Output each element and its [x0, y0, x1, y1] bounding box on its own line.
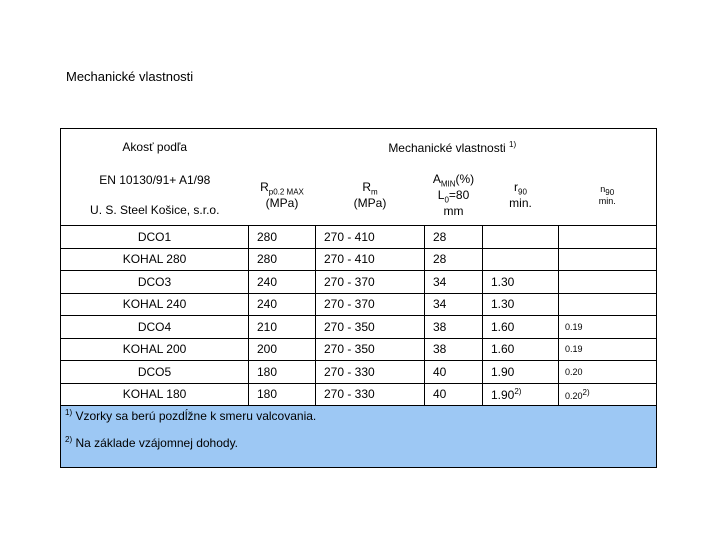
- mechanical-properties-table: [60, 128, 657, 468]
- rp-cell: 180: [249, 361, 316, 384]
- r90-min: min.: [509, 196, 532, 211]
- grade-cell: KOHAL 180: [61, 383, 249, 406]
- rm-cell: 270 - 330: [316, 361, 425, 384]
- table-row: [61, 383, 657, 406]
- n90-cell: 0.20: [559, 361, 657, 384]
- rp-symbol: R: [260, 179, 269, 194]
- footnote-1: [65, 408, 656, 423]
- rm-symbol: R: [362, 179, 371, 194]
- group-label: Mechanické vlastnosti: [388, 140, 506, 155]
- footnote-2: [65, 435, 656, 450]
- r90-cell: 1.60: [483, 316, 559, 339]
- standard-label: EN 10130/91+ A1/98: [99, 173, 211, 187]
- a-unit: mm: [443, 204, 464, 219]
- group-footnote-mark: 1): [509, 139, 517, 149]
- rm-cell: 270 - 410: [316, 248, 425, 271]
- r90-cell: 1.90: [483, 361, 559, 384]
- a-cell: 34: [425, 293, 483, 316]
- rm-unit: (MPa): [353, 196, 387, 211]
- a-cell: 40: [425, 361, 483, 384]
- rp-cell: 280: [249, 248, 316, 271]
- n90-min: min.: [598, 196, 616, 207]
- a-cell: 38: [425, 338, 483, 361]
- grade-cell: DCO3: [61, 271, 249, 294]
- a-percent: (%): [455, 171, 475, 186]
- rm-cell: 270 - 350: [316, 316, 425, 339]
- group-header: [249, 129, 657, 166]
- table-row: [61, 271, 657, 294]
- n90-cell: [559, 248, 657, 271]
- a-cell: 28: [425, 248, 483, 271]
- rm-cell: 270 - 370: [316, 271, 425, 294]
- n90-value: 0.20: [565, 390, 583, 401]
- grade-cell: KOHAL 280: [61, 248, 249, 271]
- table-row: [61, 226, 657, 249]
- table-row: [61, 361, 657, 384]
- n90-subscript: 90: [605, 187, 615, 197]
- a-cell: 34: [425, 271, 483, 294]
- footnotes-cell: [61, 406, 657, 468]
- table-row: [61, 338, 657, 361]
- rp-subscript: p0.2 MAX: [268, 187, 304, 197]
- footnote-1-mark: 1): [65, 408, 73, 417]
- table-row: [61, 316, 657, 339]
- col-rm-header: [316, 165, 425, 226]
- r90-value: 1.90: [491, 387, 515, 402]
- grade-cell: KOHAL 200: [61, 338, 249, 361]
- n90-symbol: n: [600, 183, 606, 194]
- col-a-header: [425, 165, 483, 226]
- a-length-subscript: 0: [444, 195, 449, 205]
- rm-cell: 270 - 330: [316, 383, 425, 406]
- grade-cell: DCO5: [61, 361, 249, 384]
- grade-cell: DCO4: [61, 316, 249, 339]
- a-subscript: MIN: [440, 179, 456, 188]
- rp-unit: (MPa): [265, 196, 299, 211]
- r90-cell: 1.30: [483, 271, 559, 294]
- n90-cell: 0.19: [559, 338, 657, 361]
- company-label: U. S. Steel Košice, s.r.o.: [90, 203, 220, 217]
- grade-cell: DCO1: [61, 226, 249, 249]
- table-row: [61, 293, 657, 316]
- rm-cell: 270 - 370: [316, 293, 425, 316]
- rm-cell: 270 - 410: [316, 226, 425, 249]
- r90-subscript: 90: [518, 187, 527, 197]
- rp-cell: 180: [249, 383, 316, 406]
- r90-cell: 1.30: [483, 293, 559, 316]
- n90-cell: 0.19: [559, 316, 657, 339]
- rm-cell: 270 - 350: [316, 338, 425, 361]
- footnote-2-text: Na základe vzájomnej dohody.: [75, 436, 239, 450]
- a-symbol: A: [432, 171, 441, 186]
- rp-cell: 240: [249, 293, 316, 316]
- rp-cell: 210: [249, 316, 316, 339]
- rp-cell: 240: [249, 271, 316, 294]
- grade-by-label: Akosť podľa: [122, 140, 188, 154]
- col-rp-header: [249, 165, 316, 226]
- r90-cell: 1.60: [483, 338, 559, 361]
- footnote-2-mark: 2): [65, 435, 73, 444]
- col-n90-header: [559, 165, 657, 226]
- n90-cell: [559, 383, 657, 406]
- grade-header-top: [61, 129, 249, 166]
- rp-cell: 280: [249, 226, 316, 249]
- col-r90-header: [483, 165, 559, 226]
- r90-cell: [483, 226, 559, 249]
- a-length-symbol: L: [437, 188, 445, 202]
- table-row: [61, 248, 657, 271]
- page-title: Mechanické vlastnosti: [66, 69, 194, 84]
- footnotes-row: [61, 406, 657, 468]
- r90-cell: [483, 383, 559, 406]
- n90-cell: [559, 271, 657, 294]
- a-cell: 38: [425, 316, 483, 339]
- grade-header-bottom: [61, 165, 249, 226]
- footnote-1-text: Vzorky sa berú pozdĺžne k smeru valcovania.: [75, 409, 317, 423]
- r90-symbol: r: [514, 179, 519, 194]
- n90-footnote-mark: 2): [582, 387, 590, 397]
- rm-subscript: m: [371, 187, 378, 197]
- a-cell: 40: [425, 383, 483, 406]
- r90-cell: [483, 248, 559, 271]
- n90-cell: [559, 226, 657, 249]
- a-cell: 28: [425, 226, 483, 249]
- r90-footnote-mark: 2): [514, 386, 522, 396]
- n90-cell: [559, 293, 657, 316]
- grade-cell: KOHAL 240: [61, 293, 249, 316]
- a-length-value: =80: [448, 188, 470, 202]
- rp-cell: 200: [249, 338, 316, 361]
